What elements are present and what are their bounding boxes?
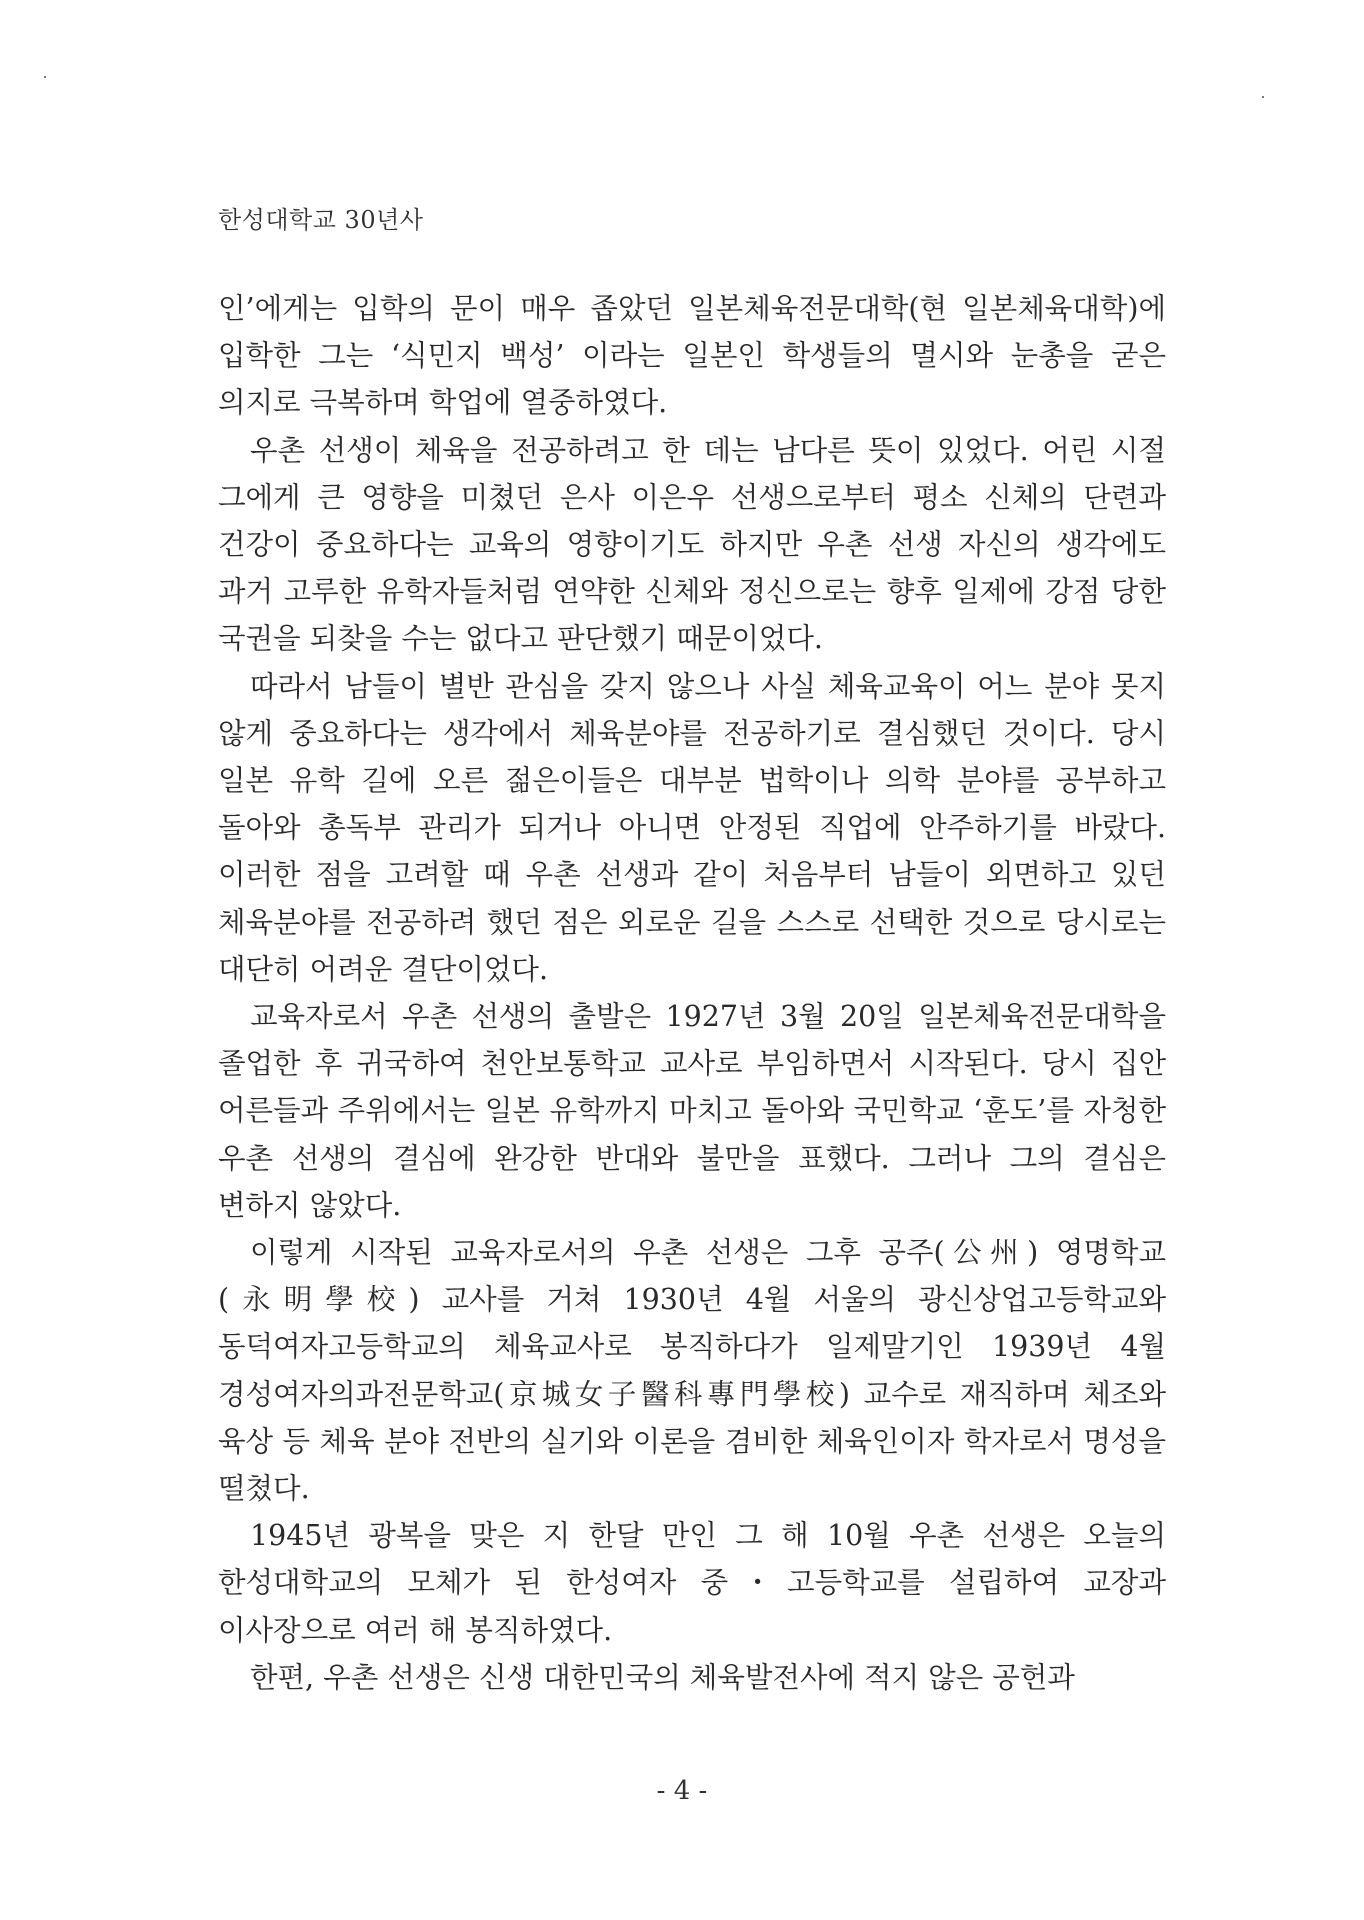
paragraph-5: 이렇게 시작된 교육자로서의 우촌 선생은 그후 공주(公州) 영명학교(永明學校) 교사를 거쳐 1930년 4월 서울의 광신상업고등학교와 동덕여자고등학교의 체육교사로 봉직하다가 일제말기인 1939년 4월 경성여자의과전문학교(京城女子醫科專門學校) 교수로 재직하며 체조와 육상 등 체육 분야 전반의 실기와 이론을 겸비한 체육인이자 학자로서 명성을 떨쳤다. (218, 1236, 1166, 1506)
page-number: - 4 - (656, 1776, 708, 1806)
paragraph-2: 우촌 선생이 체육을 전공하려고 한 데는 남다른 뜻이 있었다. 어린 시절 그에게 큰 영향을 미쳤던 은사 이은우 선생으로부터 평소 신체의 단련과 건강이 중요하다는 교육의 영향이기도 하지만 우촌 선생 자신의 생각에도 과거 고루한 유학자들처럼 연약한 신체와 정신으로는 향후 일제에 강점 당한 국권을 되찾을 수는 없다고 판단했기 때문이었다. (218, 433, 1166, 656)
paragraph-6: 1945년 광복을 맞은 지 한달 만인 그 해 10월 우촌 선생은 오늘의 한성대학교의 모체가 된 한성여자 중・고등학교를 설립하여 교장과 이사장으로 여러 해 봉직하였다. (218, 1519, 1166, 1647)
paragraph-7: 한편, 우촌 선생은 신생 대한민국의 체육발전사에 적지 않은 공헌과 (250, 1660, 1075, 1694)
running-header: 한성대학교 30년사 (218, 206, 424, 234)
scan-speck (1262, 96, 1264, 98)
paragraph-4: 교육자로서 우촌 선생의 출발은 1927년 3월 20일 일본체육전문대학을 졸업한 후 귀국하여 천안보통학교 교사로 부임하면서 시작된다. 당시 집안 어른들과 주위에서는 일본 유학까지 마치고 돌아와 국민학교 ‘훈도’를 자청한 우촌 선생의 결심에 완강한 반대와 불만을 표했다. 그러나 그의 결심은 변하지 않았다. (218, 1000, 1166, 1222)
paragraph-1: 인’에게는 입학의 문이 매우 좁았던 일본체육전문대학(현 일본체육대학)에 입학한 그는 ‘식민지 백성’ 이라는 일본인 학생들의 멸시와 눈총을 굳은 의지로 극복하며 학업에 열중하였다. (218, 292, 1166, 420)
paragraph-3: 따라서 남들이 별반 관심을 갖지 않으나 사실 체육교육이 어느 분야 못지 않게 중요하다는 생각에서 체육분야를 전공하기로 결심했던 것이다. 당시 일본 유학 길에 오른 젊은이들은 대부분 법학이나 의학 분야를 공부하고 돌아와 총독부 관리가 되거나 아니면 안정된 직업에 안주하기를 바랐다. 이러한 점을 고려할 때 우촌 선생과 같이 처음부터 남들이 외면하고 있던 체육분야를 전공하려 했던 점은 외로운 길을 스스로 선택한 것으로 당시로는 대단히 어려운 결단이었다. (218, 669, 1166, 986)
scan-speck (44, 76, 46, 78)
body-text (218, 285, 1166, 1701)
